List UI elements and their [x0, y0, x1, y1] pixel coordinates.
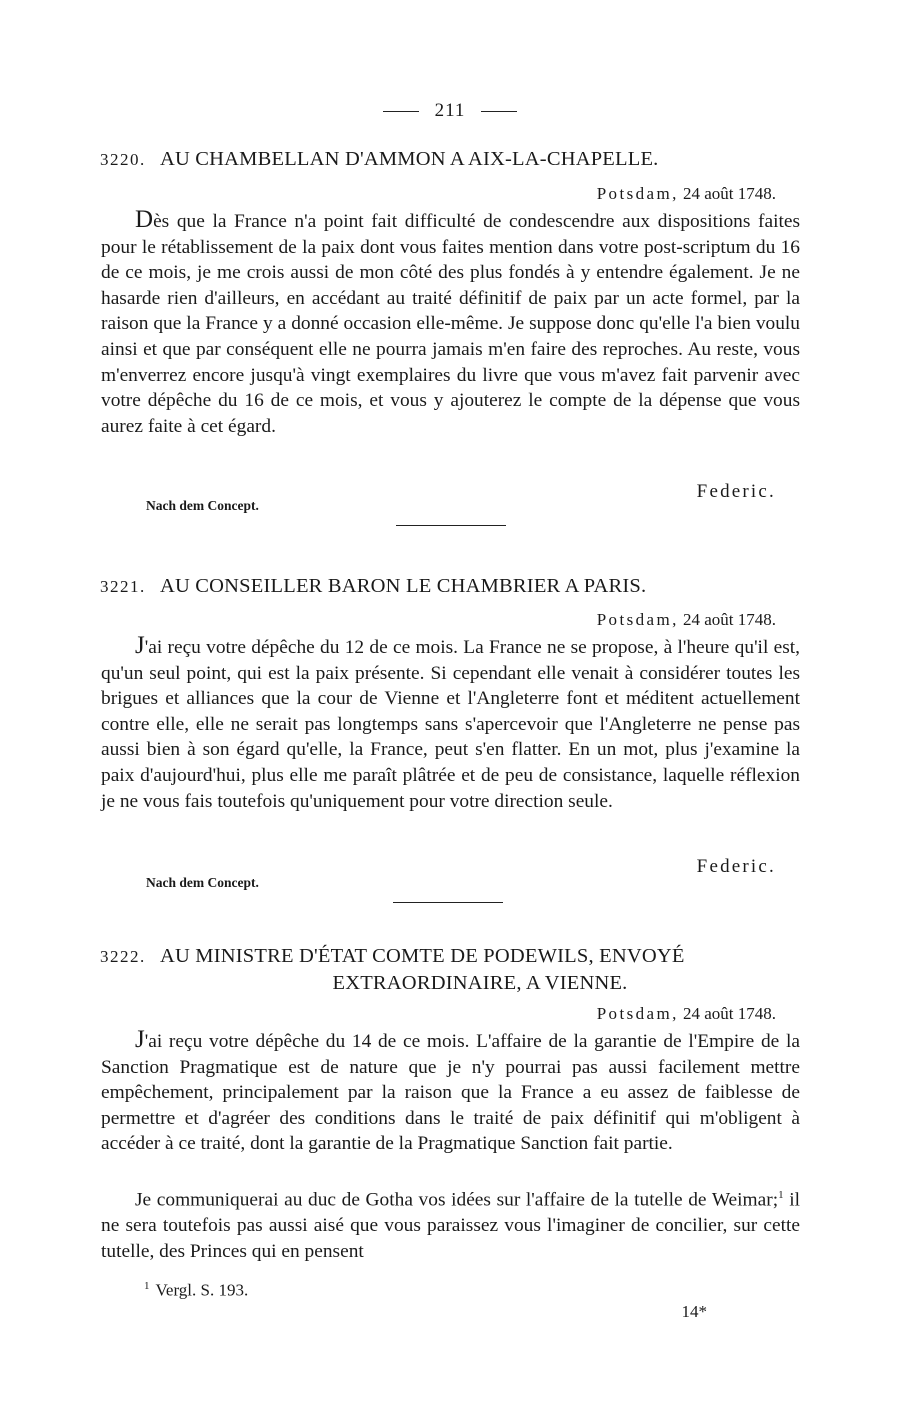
printer-signature-mark: 14*	[681, 1302, 707, 1321]
initial-letter: J	[135, 1026, 145, 1053]
signature-3221: Federic.	[696, 856, 776, 877]
initial-letter: D	[135, 206, 154, 233]
dateline-date: 24 août 1748.	[682, 610, 776, 629]
letter-body-3221	[101, 632, 800, 814]
letter-number: 3221.	[100, 577, 146, 596]
letter-heading-3222	[100, 943, 800, 996]
letter-text: 'ai reçu votre dépêche du 14 de ce mois. L'affaire de la garantie de l'Empire de la Sanction Pragmatique est de nature que je n'y pourrai pas aussi facilement mettre empêchement, principalement par la raison que la France a eu assez de faiblesse de permettre et d'agréer des conditions dans le traité de paix définitif qui m'obligent à accéder à ce traité, dont la garantie de la Pragmatique Sanction fait partie.	[101, 1031, 800, 1155]
dateline-place: Potsdam,	[596, 1004, 679, 1023]
footnote-text: Vergl. S. 193.	[155, 1280, 249, 1300]
signature-3220: Federic.	[696, 481, 776, 502]
letter-text: Je communiquerai au duc de Gotha vos idées sur l'affaire de la tutelle de Weimar;	[135, 1189, 779, 1211]
letter-body-3222-paragraph-2	[101, 1183, 800, 1264]
letter-text: 'ai reçu votre dépêche du 12 de ce mois. La France ne se propose, à l'heure qu'il est, qu'un seul point, qui est la paix présente. Si cependant elle venait à considérer toutes les brigues et alliances que la cour de Vienne et l'Angleterre font et méditent actuellement contre elle, elle ne serait pas longtemps sans s'apercevoir que l'Angleterre ne pense pas aussi bien à son égard qu'elle, la France, peut s'en flatter. En un mot, plus j'examine la paix d'aujourd'hui, plus elle me paraît plâtrée et de peu de consistance, laquelle réflexion je ne vous fais toutefois qu'uniquement pour votre direction seule.	[101, 637, 800, 812]
letter-number: 3220.	[100, 150, 146, 169]
letter-text: ès que la France n'a point fait difficulté de condescendre aux dispositions faites pour le rétablissement de la paix dont vous faites mention dans votre post-scriptum du 16 de ce mois, je me crois aussi de mon côté des plus fondés à y entendre également. Je ne hasarde rien d'ailleurs, en accédant au traité définitif de paix par un acte formel, par la raison que la France y a donné occasion elle-même. Je suppose donc qu'elle l'a bien voulu ainsi et que par conséquent elle ne pourra jamais m'en faire des reproches. Au reste, vous m'enverrez encore jusqu'à vingt exemplaires du livre que vous m'avez fait parvenir avec votre dépêche du 16 de ce mois, et vous y ajouterez le compte de la dépense que vous aurez faite à cet égard.	[101, 211, 800, 437]
letter-body-3220	[101, 206, 800, 439]
letter-addressee: AU MINISTRE D'ÉTAT COMTE DE PODEWILS, ENVOYÉ	[159, 945, 685, 967]
letter-addressee: AU CONSEILLER BARON LE CHAMBRIER A PARIS.	[159, 575, 647, 597]
header-rule-left	[383, 111, 419, 112]
letter-body-3222	[101, 1026, 800, 1157]
source-note-3221: Nach dem Concept.	[146, 875, 259, 890]
dateline-date: 24 août 1748.	[682, 1004, 776, 1023]
source-note-3220: Nach dem Concept.	[146, 498, 259, 513]
section-separator	[393, 902, 503, 903]
dateline-3221	[597, 610, 776, 630]
letter-addressee-continued: EXTRAORDINAIRE, A VIENNE.	[332, 972, 628, 994]
page-header	[0, 100, 900, 122]
letter-addressee: AU CHAMBELLAN D'AMMON A AIX-LA-CHAPELLE.	[159, 148, 659, 170]
letter-heading-3221	[100, 573, 800, 600]
footnote-reference: 1	[778, 1189, 784, 1201]
section-separator	[396, 525, 506, 526]
header-rule-right	[481, 111, 517, 112]
page-number: 211	[434, 100, 466, 121]
dateline-3220	[597, 184, 776, 204]
initial-letter: J	[135, 632, 145, 659]
letter-heading-3220	[100, 146, 800, 173]
footnote-mark: 1	[144, 1280, 150, 1292]
dateline-place: Potsdam,	[596, 184, 679, 203]
letter-text: il ne sera toutefois pas aussi aisé que vous paraissez vous l'imaginer de concilier, sur cette tutelle, des Princes qui en pensent	[101, 1189, 800, 1262]
footnote	[144, 1280, 248, 1301]
dateline-place: Potsdam,	[596, 610, 679, 629]
dateline-3222	[597, 1004, 776, 1024]
letter-number: 3222.	[100, 947, 146, 966]
dateline-date: 24 août 1748.	[682, 184, 776, 203]
